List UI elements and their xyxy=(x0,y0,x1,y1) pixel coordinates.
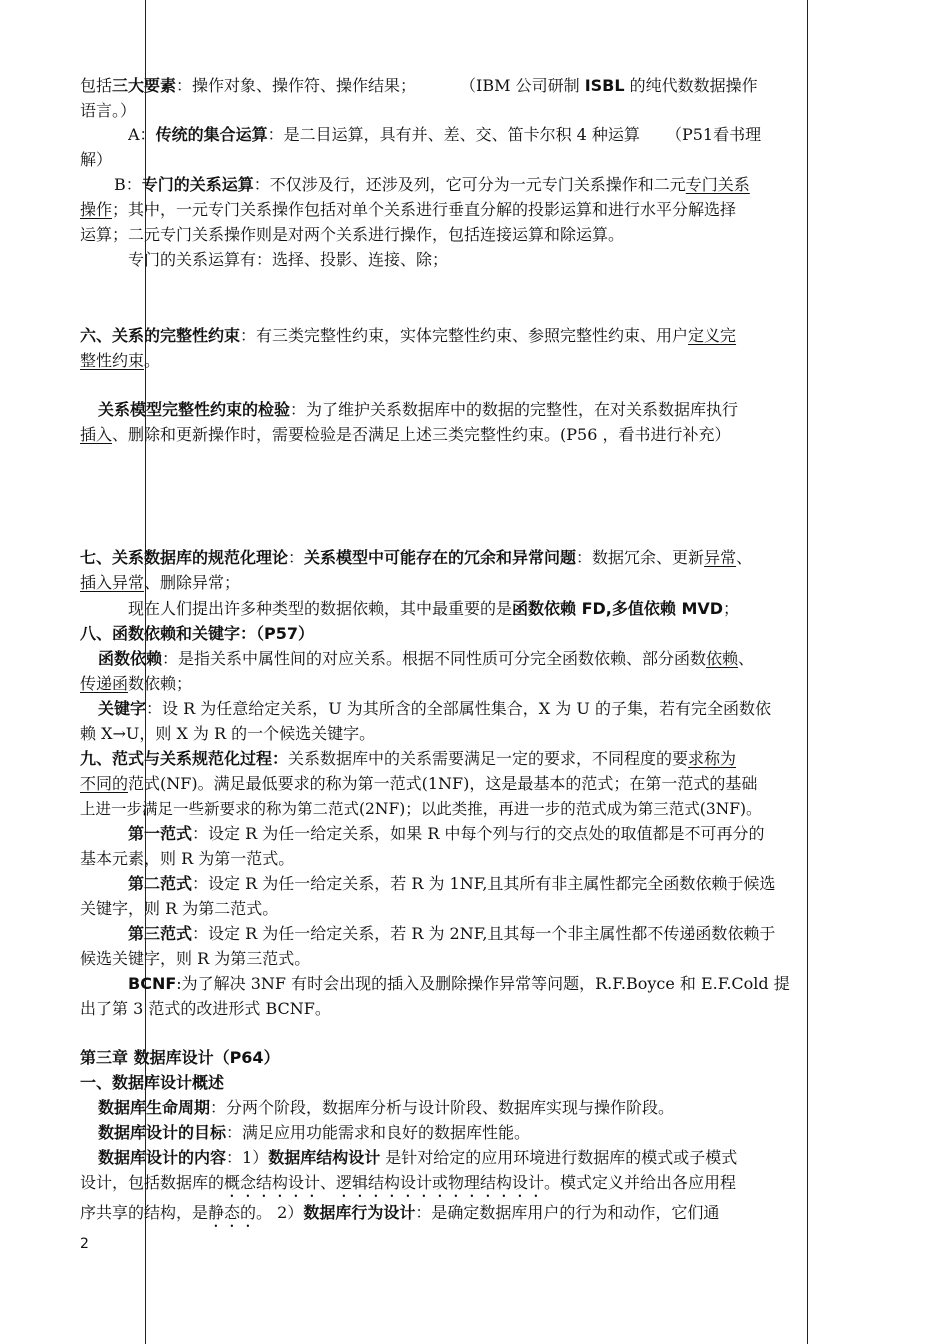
chapter-heading xyxy=(80,1046,872,1070)
text-line xyxy=(128,922,872,946)
text-run: 上进一步满足一些新要求的称为第二范式(2NF)；以此类推，再进一步的范式成为第三范式(3NF)。 xyxy=(80,800,762,818)
text-line xyxy=(80,74,872,98)
text-line xyxy=(80,997,872,1021)
heading-text: 九、范式与关系规范化过程： xyxy=(80,749,289,768)
text-run: :为了解决 3NF 有时会出现的插入及删除操作异常等问题，R.F.Boyce 和 E.F.Cold 提 xyxy=(176,974,790,993)
text-line xyxy=(128,822,872,846)
heading-text: 八、函数依赖和关键字：（P57） xyxy=(80,624,314,643)
text-line xyxy=(80,148,872,172)
heading-text: 一、数据库设计概述 xyxy=(80,1073,225,1092)
text-run: ：操作对象、操作符、操作结果； xyxy=(176,76,417,95)
heading-text: 六、关系的完整性约束 xyxy=(80,326,241,345)
text-line xyxy=(80,99,872,123)
term: 函数依赖 FD,多值依赖 MVD xyxy=(512,599,724,618)
text-run: ：满足应用功能需求和良好的数据库性能。 xyxy=(226,1123,531,1142)
text-run: ；其中，一元专门关系操作包括对单个关系进行垂直分解的投影运算和进行水平分解选择 xyxy=(112,200,737,219)
text-run: ： xyxy=(288,548,305,567)
text-line xyxy=(98,1096,872,1120)
term: 数据库结构设计 xyxy=(268,1148,381,1167)
text-run: 、删除异常； xyxy=(144,573,241,592)
text-run: 序共享的结构，是 xyxy=(80,1203,209,1222)
text-run: 。模式定义并给出各应用程 xyxy=(544,1173,737,1192)
text-line xyxy=(80,772,872,796)
emphasized-text: 概念结构设计、逻辑结构设计或物理结构设计 xyxy=(224,1173,545,1192)
text-line xyxy=(80,672,872,696)
text-run: （P51看书理 xyxy=(665,125,762,144)
term: 函数依赖 xyxy=(98,649,163,668)
heading-text: 七、关系数据库的规范化理论 xyxy=(80,548,289,567)
text-line xyxy=(80,198,872,222)
underlined-text: 专门关系 xyxy=(685,175,750,194)
text-line xyxy=(128,972,872,996)
text-line xyxy=(80,1201,872,1229)
text-line xyxy=(80,722,872,746)
text-run: 。 xyxy=(144,351,161,370)
text-line xyxy=(98,1121,872,1145)
text-run: 现在人们提出许多种类型的数据依赖，其中最重要的是 xyxy=(128,599,513,618)
text-run: 赖 X→U，则 X 为 R 的一个候选关键字。 xyxy=(80,724,376,743)
text-run: A： xyxy=(128,125,156,144)
text-run: ：1） xyxy=(226,1148,269,1167)
term: 数据库生命周期 xyxy=(98,1098,211,1117)
term: 第一范式 xyxy=(128,824,193,843)
text-run: ； xyxy=(723,599,740,618)
text-run: B： xyxy=(114,175,142,194)
text-line xyxy=(98,398,872,422)
text-run: 是针对给定的应用环境进行数据库的模式或子模式 xyxy=(380,1148,738,1167)
section-heading xyxy=(80,546,872,570)
text-run: 语言。） xyxy=(80,101,137,120)
text-run: 、 xyxy=(736,548,753,567)
section-heading xyxy=(80,747,872,771)
underlined-text: 依赖 xyxy=(706,649,739,668)
text-run: ：为了维护关系数据库中的数据的完整性，在对关系数据库执行 xyxy=(290,400,739,419)
text-line xyxy=(80,571,872,595)
text-run: 设计，包括数据库的 xyxy=(80,1173,225,1192)
text-line xyxy=(98,1146,872,1170)
term: BCNF xyxy=(128,974,177,993)
text-run: ：设定 R 为任一给定关系，若 R 为 2NF,且其每一个非主属性都不传递函数依赖于 xyxy=(192,924,776,943)
underlined-text: 插入 xyxy=(80,425,113,444)
term: 传统的集合运算 xyxy=(155,125,268,144)
text-run: ：不仅涉及行，还涉及列，它可分为一元专门关系操作和二元 xyxy=(253,175,686,194)
text-run: ：有三类完整性约束，实体完整性约束、参照完整性约束、用户 xyxy=(240,326,689,345)
text-run: 出了第 3 范式的改进形式 BCNF。 xyxy=(80,999,331,1018)
text-run: 包括 xyxy=(80,76,113,95)
section-heading xyxy=(80,324,872,348)
text-run: ：设定 R 为任一给定关系，若 R 为 1NF,且其所有非主属性都完全函数依赖于候选 xyxy=(192,874,776,893)
text-run: 范式(NF)。满足最低要求的称为第一范式(1NF)，这是最基本的范式；在第一范式的基础 xyxy=(128,774,758,793)
text-line xyxy=(128,123,872,147)
text-line xyxy=(80,1171,872,1199)
underlined-text: 传递函 xyxy=(80,674,129,693)
term: 第二范式 xyxy=(128,874,193,893)
term: 数据库行为设计 xyxy=(303,1203,416,1222)
text-run: 关键字，则 R 为第二范式。 xyxy=(80,899,279,918)
text-run: 运算；二元专门关系操作则是对两个关系进行操作，包括连接运算和除运算。 xyxy=(80,225,625,244)
text-line xyxy=(80,223,872,247)
term: ISBL xyxy=(584,76,625,95)
term: 数据库设计的内容 xyxy=(98,1148,227,1167)
term: 关键字 xyxy=(98,699,147,718)
section-heading xyxy=(80,622,872,646)
text-run: 。 2） xyxy=(256,1203,304,1222)
text-run: 数依赖； xyxy=(128,674,193,693)
text-run: 、删除和更新操作时，需要检验是否满足上述三类完整性约束。(P56 ，看书进行补充） xyxy=(112,425,731,444)
text-line xyxy=(80,847,872,871)
text-run: 的纯代数数据操作 xyxy=(624,76,758,95)
text-run: 候选关键字，则 R 为第三范式。 xyxy=(80,949,311,968)
underlined-text: 定义完 xyxy=(688,326,737,345)
underlined-text: 异常 xyxy=(704,548,737,567)
emphasized-text: 静态的 xyxy=(208,1203,257,1222)
text-run: ：数据冗余、更新 xyxy=(576,548,705,567)
text-line xyxy=(80,349,872,373)
text-run: ：是二目运算，具有并、差、交、笛卡尔积 4 种运算 xyxy=(267,125,640,144)
underlined-text: 求称为 xyxy=(688,749,737,768)
text-run: （IBM 公司研制 xyxy=(460,76,585,95)
heading-text: 第三章 数据库设计（P64） xyxy=(80,1048,280,1067)
term: 数据库设计的目标 xyxy=(98,1123,227,1142)
underlined-text: 插入异常 xyxy=(80,573,145,592)
text-line xyxy=(80,897,872,921)
term: 三大要素 xyxy=(112,76,177,95)
text-run: ：是确定数据库用户的行为和动作，它们通 xyxy=(415,1203,720,1222)
text-run: 基本元素，则 R 为第一范式。 xyxy=(80,849,295,868)
text-line xyxy=(128,872,872,896)
underlined-text: 整性约束 xyxy=(80,351,145,370)
text-run: ：设定 R 为任一给定关系，如果 R 中每个列与行的交点处的取值都是不可再分的 xyxy=(192,824,765,843)
text-line xyxy=(98,647,872,671)
text-line xyxy=(80,423,872,447)
text-run: 关系数据库中的关系需要满足一定的要求，不同程度的要 xyxy=(288,749,689,768)
term: 第三范式 xyxy=(128,924,193,943)
text-line xyxy=(98,697,872,721)
text-line xyxy=(128,597,872,621)
text-line xyxy=(80,797,872,821)
text-run: 、 xyxy=(738,649,755,668)
term: 关系模型中可能存在的冗余和异常问题 xyxy=(304,548,577,567)
underlined-text: 操作 xyxy=(80,200,113,219)
text-line xyxy=(114,173,872,197)
term: 专门的关系运算 xyxy=(141,175,254,194)
underlined-text: 不同的 xyxy=(80,774,129,793)
text-line xyxy=(80,947,872,971)
text-line xyxy=(128,248,872,272)
section-heading xyxy=(80,1071,872,1095)
text-run: ：设 R 为任意给定关系，U 为其所含的全部属性集合，X 为 U 的子集，若有完全函数依 xyxy=(146,699,771,718)
text-run: ：是指关系中属性间的对应关系。根据不同性质可分完全函数依赖、部分函数 xyxy=(162,649,707,668)
text-run: 解） xyxy=(80,150,113,169)
text-run: 专门的关系运算有：选择、投影、连接、除； xyxy=(128,250,449,269)
page-number: 2 xyxy=(80,1236,89,1252)
text-run: ：分两个阶段，数据库分析与设计阶段、数据库实现与操作阶段。 xyxy=(210,1098,675,1117)
term: 关系模型完整性约束的检验 xyxy=(98,400,291,419)
